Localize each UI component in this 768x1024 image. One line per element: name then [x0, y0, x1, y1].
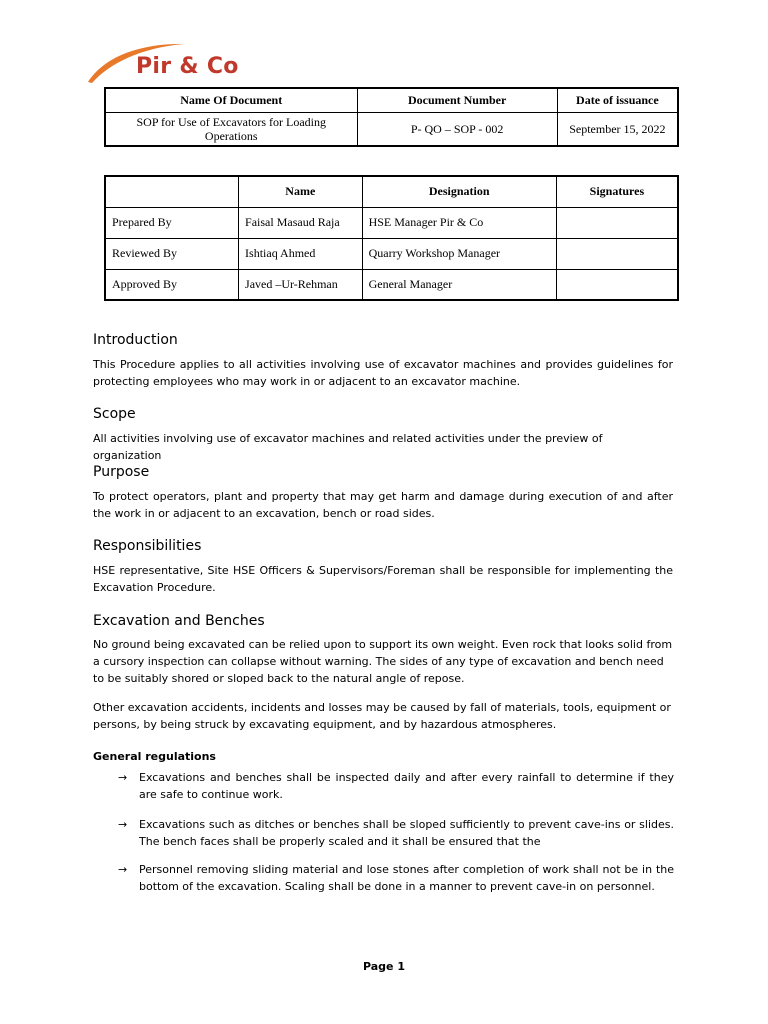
signature-cell [556, 269, 678, 300]
signature-table-header-row [105, 176, 678, 207]
logo-text: Pir & Co [136, 54, 239, 79]
table-row [105, 207, 678, 238]
arrow-right-icon: → [118, 818, 128, 831]
excavation-paragraph-1: No ground being excavated can be relied upon to support its own weight. Even rock that looks solid from a cursory inspection can collapse without warning. The sides of any type of excavation and bench need to be suitably shored or sloped back to the natural angle of repose. [93, 638, 673, 685]
header-document-number: Document Number [357, 88, 557, 113]
purpose-text: To protect operators, plant and property that may get harm and damage during execution of and after the work in or adjacent to an excavation, bench or road sides. [93, 490, 673, 520]
page-number: Page 1 [362, 960, 405, 973]
table-row [105, 238, 678, 269]
arrow-right-icon: → [118, 863, 128, 876]
regulation-text: Personnel removing sliding material and lose stones after completion of work shall not be in the bottom of the excavation. Scaling shall be done in a manner to prevent cave-in on personnel. [139, 863, 674, 893]
document-table-header-row [105, 88, 678, 113]
role-cell: Reviewed By [105, 238, 239, 269]
header-name-of-document: Name Of Document [105, 88, 357, 113]
document-number: P- QO – SOP - 002 [357, 113, 557, 147]
scope-heading: Scope [93, 406, 136, 422]
responsibilities-heading: Responsibilities [93, 538, 202, 554]
responsibilities-text: HSE representative, Site HSE Officers & Supervisors/Foreman shall be responsible for implementing the Excavation Procedure. [93, 564, 673, 594]
introduction-text: This Procedure applies to all activities involving use of excavator machines and provides guidelines for protecting employees who may work in or adjacent to an excavator machine. [93, 358, 673, 388]
header-designation: Designation [362, 176, 556, 207]
document-name: SOP for Use of Excavators for Loading Operations [105, 113, 357, 147]
role-cell: Approved By [105, 269, 239, 300]
name-cell: Ishtiaq Ahmed [239, 238, 363, 269]
document-date: September 15, 2022 [557, 113, 678, 147]
name-cell: Faisal Masaud Raja [239, 207, 363, 238]
header-name: Name [239, 176, 363, 207]
list-item [118, 769, 674, 803]
name-cell: Javed –Ur-Rehman [239, 269, 363, 300]
role-cell: Prepared By [105, 207, 239, 238]
introduction-heading: Introduction [93, 332, 178, 348]
arrow-right-icon: → [118, 771, 128, 784]
excavation-heading: Excavation and Benches [93, 613, 265, 629]
header-date-of-issuance: Date of issuance [557, 88, 678, 113]
signature-cell [556, 238, 678, 269]
signature-cell [556, 207, 678, 238]
general-regulations-heading: General regulations [93, 750, 216, 763]
signature-table [104, 175, 679, 301]
excavation-paragraph-2: Other excavation accidents, incidents and losses may be caused by fall of materials, tools, equipment or persons, by being struck by excavating equipment, and by hazardous atmospheres. [93, 701, 671, 731]
designation-cell: General Manager [362, 269, 556, 300]
designation-cell: Quarry Workshop Manager [362, 238, 556, 269]
header-role [105, 176, 239, 207]
document-table-row [105, 113, 678, 147]
company-logo [86, 40, 286, 88]
regulation-text: Excavations such as ditches or benches shall be sloped sufficiently to prevent cave-ins or slides. The bench faces shall be properly scaled and it shall be ensured that the [139, 818, 674, 848]
table-row [105, 269, 678, 300]
designation-cell: HSE Manager Pir & Co [362, 207, 556, 238]
list-item [118, 861, 674, 895]
regulation-text: Excavations and benches shall be inspected daily and after every rainfall to determine if they are safe to continue work. [139, 771, 674, 801]
document-info-table [104, 87, 679, 147]
header-signatures: Signatures [556, 176, 678, 207]
purpose-heading: Purpose [93, 464, 150, 480]
list-item [118, 816, 674, 850]
scope-text: All activities involving use of excavator machines and related activities under the preview of organization [93, 432, 603, 462]
